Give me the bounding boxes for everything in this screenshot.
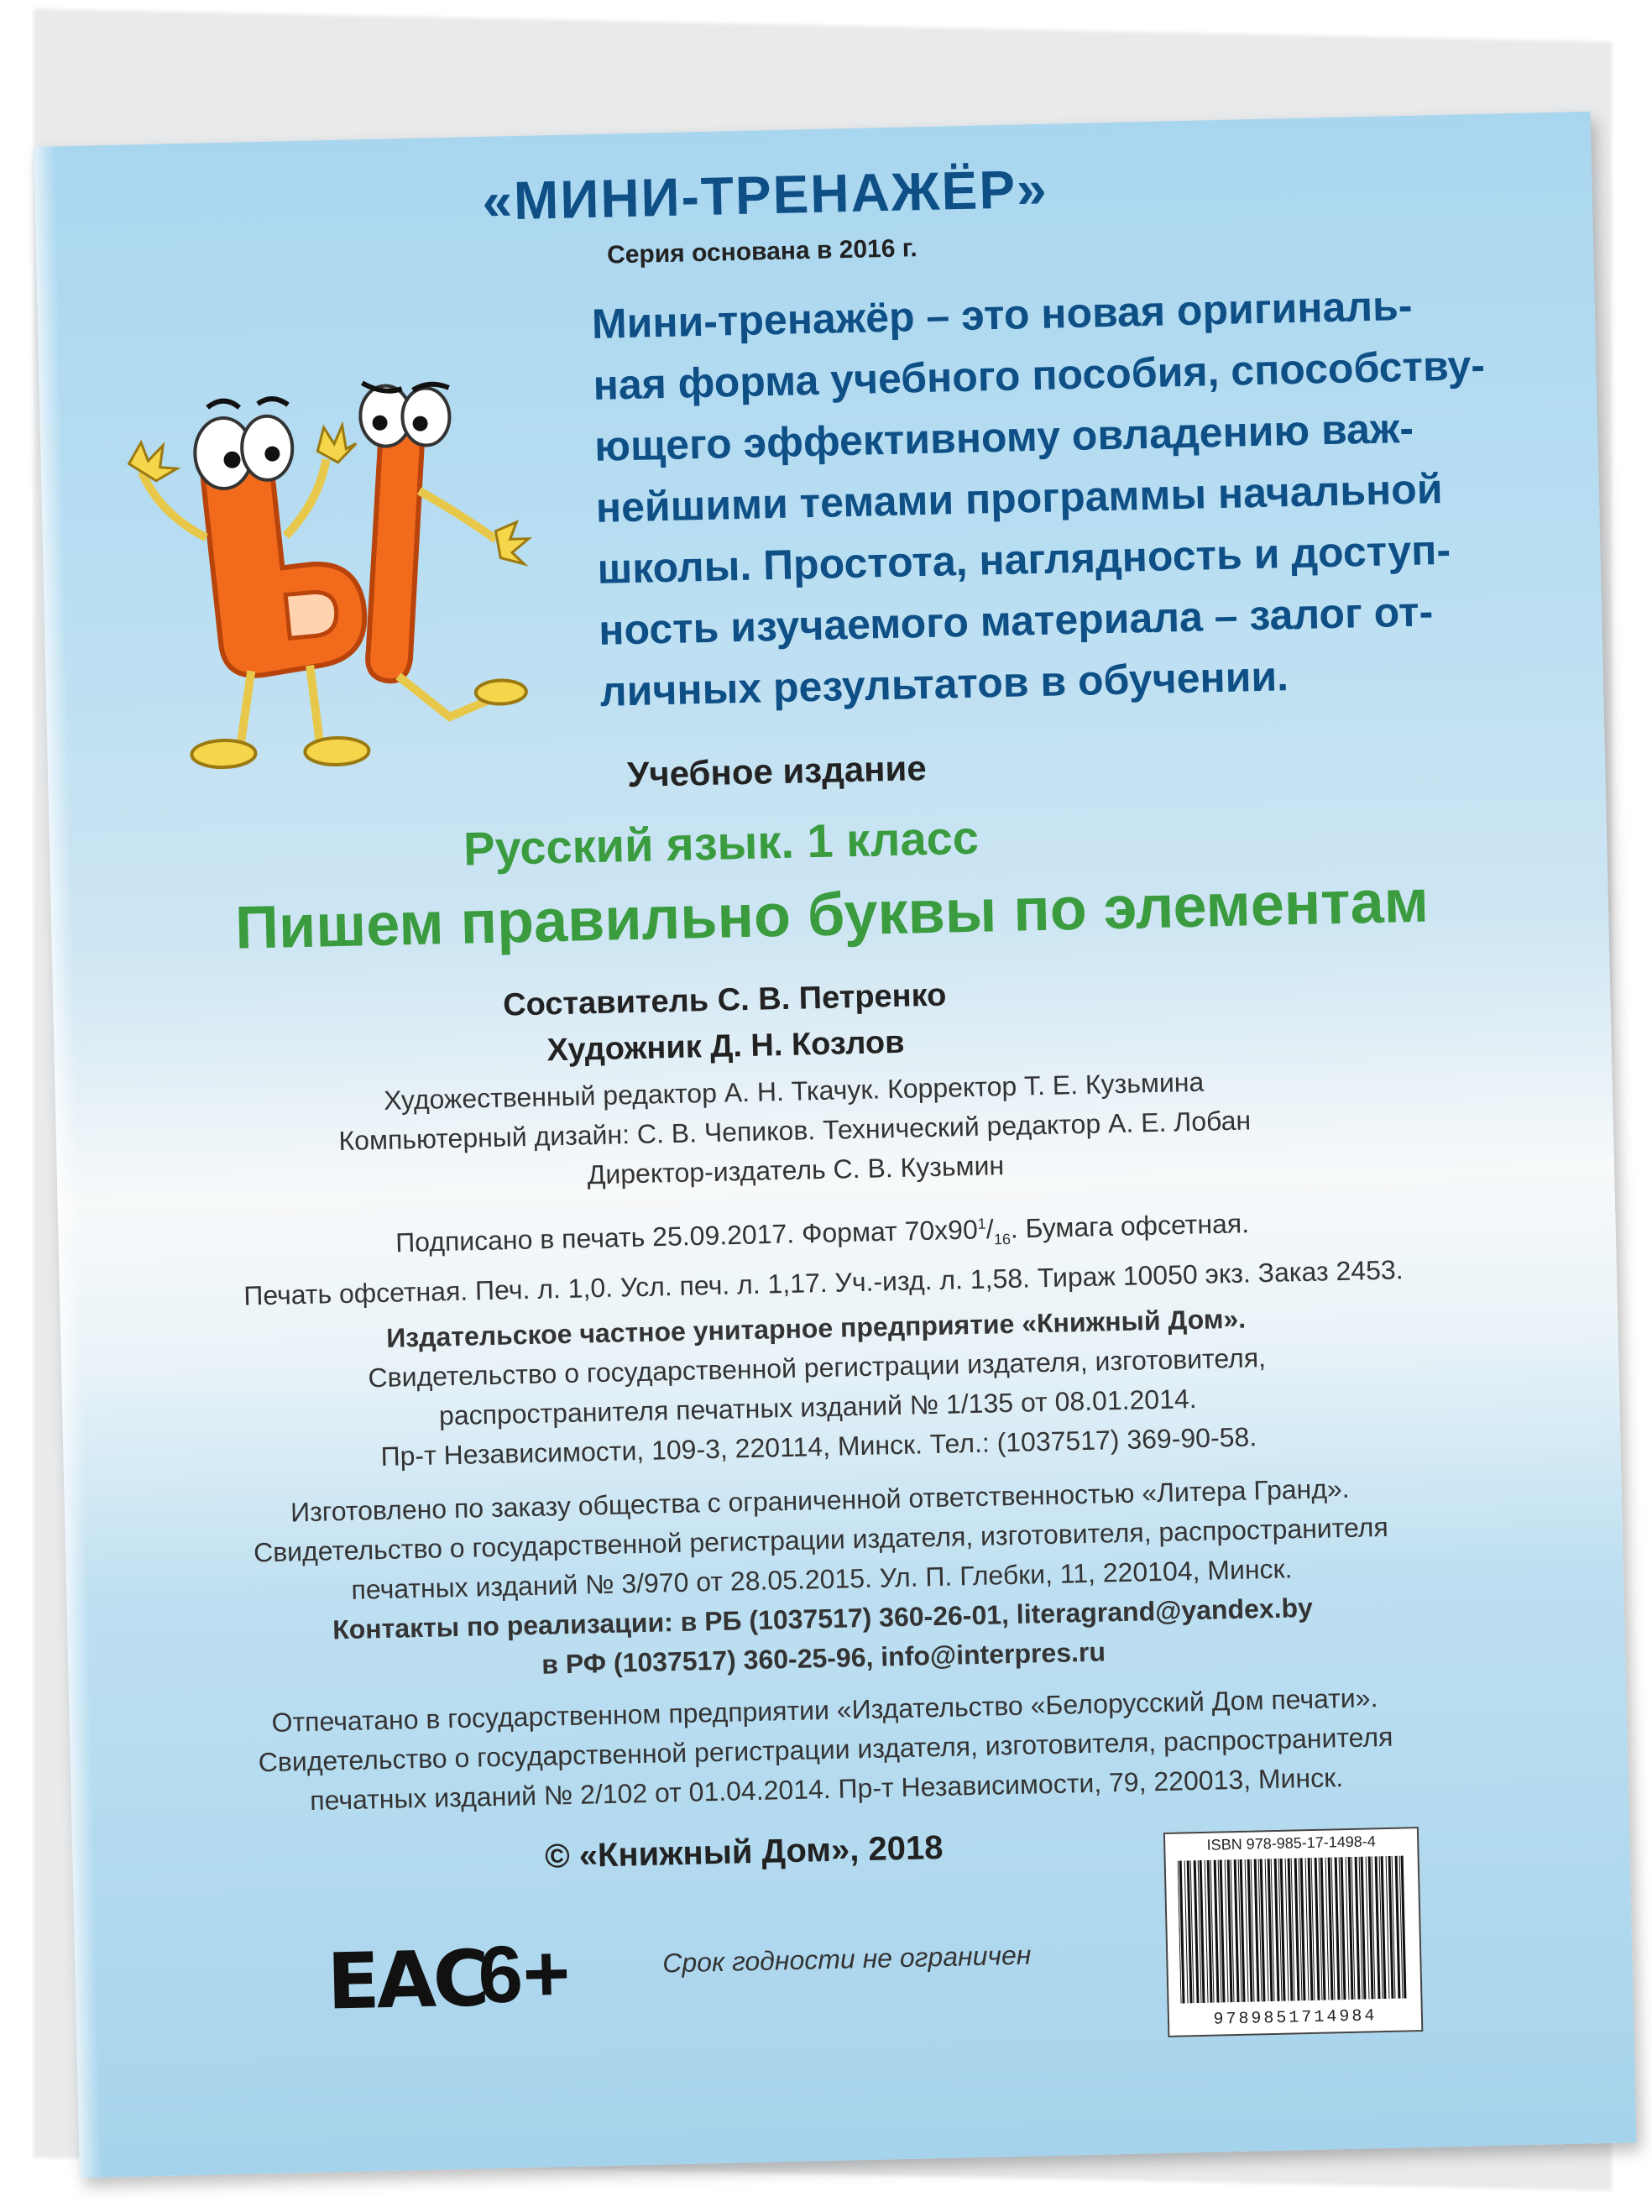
publisher-line: Пр-т Независимости, 109-3, 220114, Минск. Тел.: (1037517) 369-90-58. bbox=[380, 1421, 1257, 1472]
manufacturer-line: Свидетельство о государственной регистрации издателя, изготовителя, распространителя bbox=[253, 1511, 1389, 1568]
print-info-line: Подписано в печать 25.09.2017. Формат $70х90^1/_{16}$. Бумага офсетная. bbox=[395, 1208, 1250, 1258]
format-fraction-denominator: 16 bbox=[993, 1230, 1012, 1248]
age-rating: 6+ bbox=[477, 1928, 572, 2021]
barcode-bars bbox=[1178, 1855, 1409, 2003]
intro-line: личных результатов в обучении. bbox=[599, 652, 1289, 715]
printer-line: Свидетельство о государственной регистрации издателя, изготовителя, распространителя bbox=[258, 1721, 1393, 1778]
edition-type: Учебное издание bbox=[626, 748, 928, 795]
intro-line: ность изучаемого материала – залог от- bbox=[598, 588, 1434, 654]
intro-line: школы. Простота, наглядность и доступ- bbox=[596, 526, 1451, 593]
intro-line: нейшими темами программы начальной bbox=[595, 465, 1444, 531]
publisher-line: Свидетельство о государственной регистрации издателя, изготовителя, bbox=[368, 1342, 1267, 1394]
series-intro bbox=[591, 273, 1524, 723]
shelf-life-note: Срок годности не ограничен bbox=[661, 1939, 1032, 1979]
barcode-stripe bbox=[1179, 1860, 1185, 2003]
art-editor-credit: Художественный редактор А. Н. Ткачук. Корректор Т. Е. Кузьмина bbox=[383, 1066, 1205, 1116]
printer-line: Отпечатано в государственном предприятии «Издательство «Белорусский Дом печати». bbox=[271, 1682, 1378, 1739]
barcode-stripe bbox=[1401, 1856, 1407, 1999]
sales-contacts-rf: в РФ (1037517) 360-25-96, info@interpres.ru bbox=[541, 1636, 1106, 1680]
intro-line: Мини-тренажёр – это новая оригиналь- bbox=[591, 281, 1414, 348]
sales-contacts-rb: Контакты по реализации: в РБ (1037517) 360-26-01, literagrand@yandex.by bbox=[332, 1592, 1314, 1645]
barcode-digits: 9789851714984 bbox=[1213, 2006, 1378, 2030]
barcode-stripe bbox=[1341, 1857, 1346, 2000]
design-credit: Компьютерный дизайн: С. В. Чепиков. Технический редактор А. Е. Лобан bbox=[338, 1105, 1252, 1157]
format-fraction-numerator: 1 bbox=[977, 1215, 986, 1232]
manufacturer-line: Изготовлено по заказу общества с ограниченной ответственностью «Литера Гранд». bbox=[290, 1472, 1350, 1528]
barcode-stripe bbox=[1320, 1858, 1326, 2000]
book-subject: Русский язык. 1 класс bbox=[463, 810, 980, 876]
compiler-credit: Составитель С. В. Петренко bbox=[502, 977, 947, 1023]
publisher-line: распространителя печатных изданий № 1/135 от 08.01.2014. bbox=[438, 1383, 1197, 1431]
director-credit: Директор-издатель С. В. Кузьмин bbox=[587, 1150, 1005, 1190]
mascot-letter-b bbox=[128, 397, 369, 770]
intro-line: ющего эффективному овладению важ- bbox=[593, 404, 1414, 470]
publisher-info bbox=[161, 1294, 1474, 1482]
series-founded: Серия основана в 2016 г. bbox=[606, 234, 917, 269]
barcode-stripe bbox=[1280, 1859, 1286, 2001]
series-title: «МИНИ-ТРЕНАЖЁР» bbox=[481, 158, 1049, 232]
barcode-stripe bbox=[1200, 1860, 1205, 2003]
illustrator-credit: Художник Д. Н. Козлов bbox=[546, 1024, 905, 1069]
eac-mark: ЕАС bbox=[326, 1933, 488, 2027]
barcode-stripe bbox=[1220, 1859, 1226, 2002]
mascot-letter-i bbox=[359, 379, 532, 719]
print-info-paper: . Бумага офсетная. bbox=[1010, 1208, 1250, 1244]
print-info-format: Подписано в печать 25.09.2017. Формат 70х90 bbox=[395, 1214, 979, 1258]
barcode-stripe bbox=[1361, 1857, 1367, 2000]
publisher-name: Издательское частное унитарное предприятие «Книжный Дом». bbox=[385, 1303, 1247, 1353]
barcode-stripe bbox=[1240, 1859, 1246, 2002]
isbn-label: ISBN 978-985-17-1498-4 bbox=[1206, 1833, 1376, 1854]
barcode-stripe bbox=[1381, 1856, 1387, 1999]
printer-info bbox=[119, 1675, 1532, 1825]
copyright: © «Книжный Дом», 2018 bbox=[544, 1828, 944, 1875]
barcode-stripe bbox=[1300, 1858, 1306, 2000]
book-back-cover bbox=[34, 112, 1636, 2178]
letter-mascot-illustration bbox=[88, 320, 569, 801]
isbn-barcode bbox=[1163, 1827, 1423, 2037]
print-info-line: Печать офсетная. Печ. л. 1,0. Усл. печ. л. 1,17. Уч.-изд. л. 1,58. Тираж 10050 экз. Заказ 2453. bbox=[243, 1254, 1404, 1311]
editorial-credits bbox=[206, 1059, 1383, 1204]
intro-line: ная форма учебного пособия, способству- bbox=[592, 341, 1486, 409]
barcode-stripe bbox=[1260, 1859, 1266, 2001]
manufacturer-info bbox=[132, 1466, 1513, 1694]
manufacturer-line: печатных изданий № 3/970 от 28.05.2015. Ул. П. Глебки, 11, 220104, Минск. bbox=[351, 1553, 1293, 1605]
book-title: Пишем правильно буквы по элементам bbox=[234, 867, 1430, 962]
printer-line: печатных изданий № 2/102 от 01.04.2014. Пр-т Независимости, 79, 220013, Минск. bbox=[309, 1762, 1344, 1817]
